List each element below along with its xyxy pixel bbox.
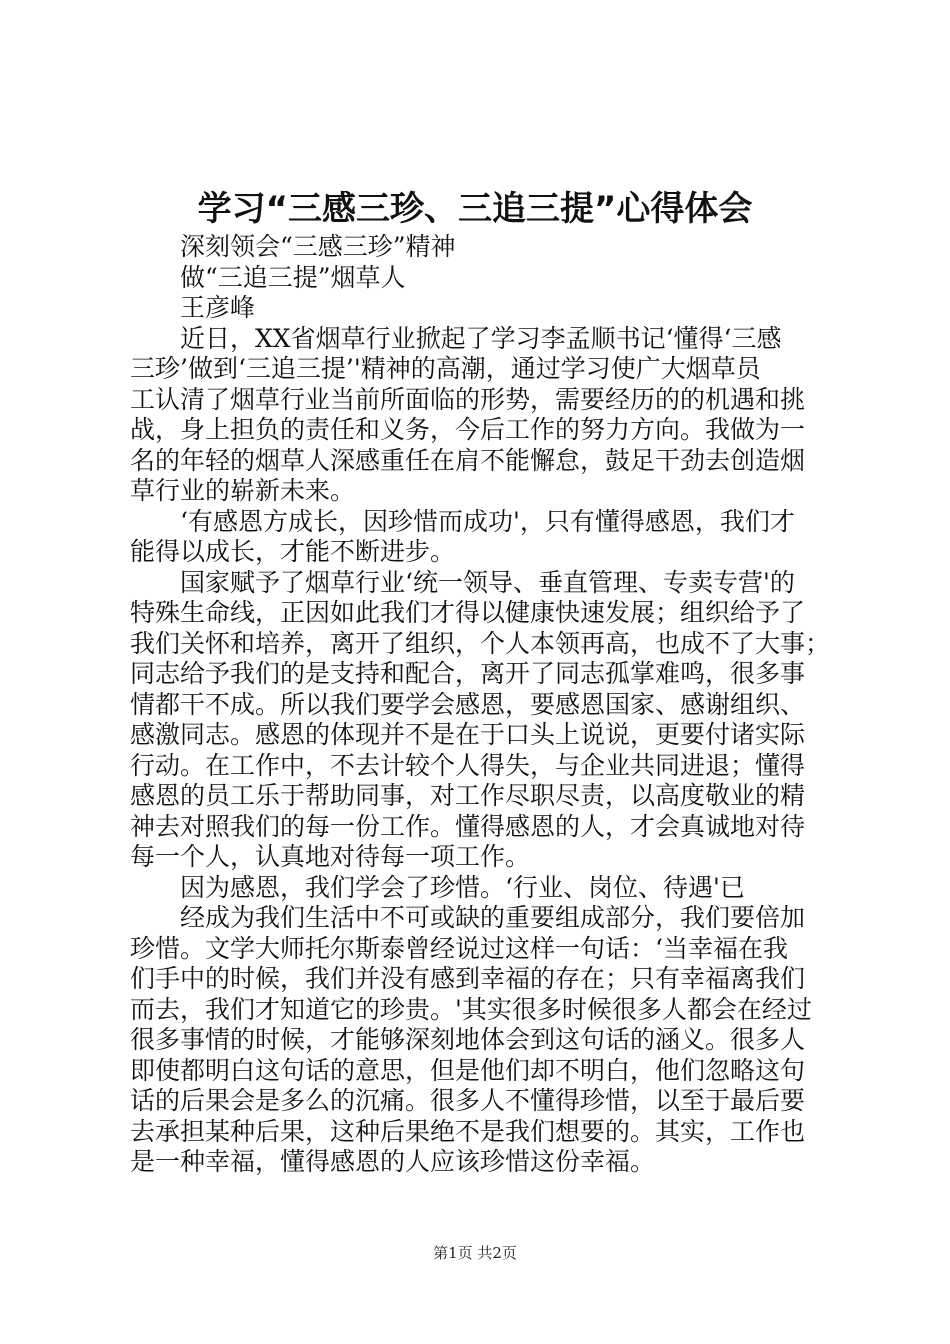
text-line: 是一种幸福，懂得感恩的人应该珍惜这份幸福。: [130, 1147, 656, 1176]
text-line: 们手中的时候，我们并没有感到幸福的存在；只有幸福离我们: [130, 964, 806, 993]
text-line: 深刻领会“三感三珍”精神: [180, 232, 456, 261]
text-line: 去承担某种后果，这种后果绝不是我们想要的。其实，工作也: [130, 1116, 806, 1146]
text-line: 做“三追三提”烟草人: [180, 262, 406, 292]
page-footer: [0, 1243, 950, 1263]
text-line: 因为感恩，我们学会了珍惜。‘行业、岗位、待遇'已: [180, 872, 745, 902]
text-line: 即使都明白这句话的意思，但是他们却不明白，他们忽略这句: [130, 1055, 806, 1085]
text-line: 感恩的员工乐于帮助同事，对工作尽职尽责，以高度敬业的精: [130, 781, 806, 810]
text-line: 话的后果会是多么的沉痛。很多人不懂得珍惜，以至于最后要: [130, 1086, 806, 1115]
text-line: 王彦峰: [180, 293, 256, 322]
text-line: 行动。在工作中，不去计较个人得失，与企业共同进退；懂得: [130, 750, 806, 780]
text-line: ‘有感恩方成长，因珍惜而成功'，只有懂得感恩，我们才: [180, 506, 795, 536]
text-line: 能得以成长，才能不断进步。: [130, 537, 456, 566]
text-line: 感激同志。感恩的体现并不是在于口头上说说，更要付诸实际: [130, 720, 806, 749]
text-line: 我们关怀和培养，离开了组织，个人本领再高，也成不了大事；: [130, 628, 831, 658]
text-line: 名的年轻的烟草人深感重任在肩不能懈怠，鼓足干劲去创造烟: [130, 445, 806, 475]
text-line: 特殊生命线，正因如此我们才得以健康快速发展；组织给予了: [130, 598, 806, 627]
text-line: 很多事情的时候，才能够深刻地体会到这句话的涵义。很多人: [130, 1025, 806, 1054]
page-number: 第1页: [433, 1244, 473, 1262]
text-line: 珍惜。文学大师托尔斯泰曾经说过这样一句话：‘当幸福在我: [130, 933, 788, 963]
document-title: 学习“三感三珍、三追三提”心得体会: [197, 189, 753, 229]
text-line: 草行业的崭新未来。: [130, 476, 356, 505]
text-line: 战，身上担负的责任和义务，今后工作的努力方向。我做为一: [130, 415, 806, 444]
text-line: 国家赋予了烟草行业‘统一领导、垂直管理、专卖专营'的: [180, 567, 795, 597]
text-line: 经成为我们生活中不可或缺的重要组成部分，我们要倍加: [180, 903, 806, 932]
text-line: 而去，我们才知道它的珍贵。'其实很多时候很多人都会在经过: [130, 994, 812, 1024]
document-body: [130, 232, 838, 1178]
text-line: 情都干不成。所以我们要学会感恩，要感恩国家、感谢组织、: [130, 689, 806, 719]
text-line: 同志给予我们的是支持和配合，离开了同志孤掌难鸣，很多事: [130, 659, 806, 688]
text-line: 工认清了烟草行业当前所面临的形势，需要经历的的机遇和挑: [130, 384, 806, 414]
text-line: 每一个人，认真地对待每一项工作。: [130, 842, 531, 871]
text-line: 三珍’做到‘三追三提’'精神的高潮，通过学习使广大烟草员: [130, 354, 761, 383]
text-line: 神去对照我们的每一份工作。懂得感恩的人，才会真诚地对待: [130, 811, 806, 841]
text-line: 近日，XX省烟草行业掀起了学习李孟顺书记‘懂得‘三感: [180, 323, 782, 353]
page-total: 共2页: [477, 1244, 517, 1262]
